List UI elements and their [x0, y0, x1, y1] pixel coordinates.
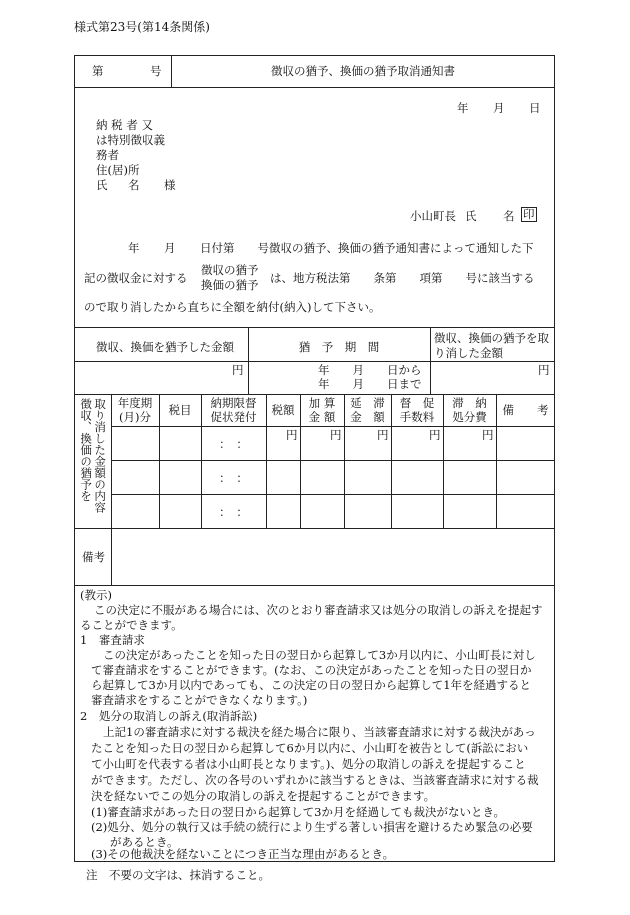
rule [74, 327, 555, 328]
document-title: 徴収の猶予、換価の猶予取消通知書 [271, 64, 455, 78]
recipient-line2: は特別徴収義 [96, 133, 165, 147]
body-p2-b: は、地方税法第 条第 項第 号に該当する [270, 271, 535, 285]
body-p1-year: 年 [128, 241, 140, 255]
header-kigen-l2: 促状発付 [210, 410, 257, 424]
header-tokusoku-l1: 督 促 [399, 396, 435, 410]
issuer-name-b: 名 [503, 209, 515, 223]
instruction-s1-3: ら起算して3か月以内であっても、この決定の日の翌日から起算して1年を経過すると [91, 678, 532, 692]
instruction-s2-3: て小山町を代表する者は小山町長となります。)、処分の取消しの訴えを提起すること [91, 757, 526, 771]
row1-yen-zeigaku: 円 [286, 428, 298, 442]
summary-yen-2: 円 [538, 363, 550, 377]
recipient-name-a: 氏 [96, 178, 108, 192]
recipient-address-label: 住(居)所 [96, 163, 140, 177]
row1-yen-tokusoku: 円 [429, 428, 441, 442]
header-tokusoku-l2: 手数料 [399, 410, 435, 424]
number-label-b: 号 [150, 64, 162, 78]
form-id: 様式第23号(第14条関係) [74, 20, 210, 34]
rule [111, 460, 555, 461]
instruction-s1-title: 1 審査請求 [80, 633, 145, 647]
recipient-line1: 納 税 者 又 [96, 118, 153, 132]
seal-icon: 印 [523, 207, 535, 221]
instruction-s2-title: 2 処分の取消しの訴え(取消訴訟) [80, 709, 258, 723]
instruction-s1-4: 審査請求をすることができなくなります。) [91, 693, 308, 707]
instruction-s2-2: たことを知った日の翌日から起算して6か月以内に、小山町を被告として(訴訟におい [91, 741, 529, 755]
instruction-s1-1: この決定があったことを知った日の翌日から起算して3か月以内に、小山町長に対し [103, 648, 536, 662]
rule [430, 327, 431, 394]
issuer-name-a: 氏 [465, 209, 477, 223]
header-nendo-l1: 年度期 [117, 396, 153, 410]
header-nendo-l2: (月)分 [119, 410, 151, 424]
summary-col3-header-l1: 徴収、換価の猶予を取 [434, 331, 549, 345]
rule [111, 494, 555, 495]
header-biko: 備 考 [502, 403, 549, 417]
body-p1-rest: 日付第 号徴収の猶予、換価の猶予通知書によって通知した下 [200, 241, 534, 255]
body-option-2: 換価の猶予 [201, 278, 259, 292]
header-tainou-l1: 滞 納 [452, 396, 487, 410]
row1-yen-kasan: 円 [330, 428, 342, 442]
row1-yen-entai: 円 [377, 428, 389, 442]
header-kasan-l2: 金 額 [308, 410, 336, 424]
row1-kigen: ： ： [219, 437, 248, 451]
rule [74, 528, 555, 529]
summary-col1-header: 徴収、換価を猶予した金額 [96, 340, 234, 354]
header-kigen-l1: 納期限督 [210, 396, 257, 410]
instruction-s2-1: 上記1の審査請求に対する裁決を経た場合に限り、当該審査請求に対する裁決があっ [103, 725, 536, 739]
instruction-item-2-l2: があるとき。 [110, 835, 179, 849]
rule [74, 361, 555, 362]
rule [248, 327, 249, 394]
recipient-line3: 務者 [96, 148, 119, 162]
detail-side-label-1: 徴収、換価の猶予を [79, 398, 94, 502]
summary-period-from: 年 月 日から [318, 363, 422, 377]
instruction-item-1: (1)審査請求があった日の翌日から起算して3か月を経過しても裁決がないとき。 [91, 805, 506, 819]
instruction-s2-5: 決を経ないでこの処分の取消しの訴えを提起することができます。 [91, 789, 436, 803]
issuer-seal [518, 207, 537, 222]
header-zeimoku: 税目 [168, 403, 192, 417]
row3-kigen: ： ： [219, 505, 248, 519]
summary-col2-header: 猶 予 期 間 [298, 340, 380, 354]
instruction-item-3: (3)その他裁決を経ないことにつき正当な理由があるとき。 [91, 847, 395, 861]
header-kasan-l1: 加 算 [308, 396, 336, 410]
number-label-a: 第 [92, 64, 104, 78]
footnote: 注 不要の文字は、抹消すること。 [86, 868, 270, 882]
body-p2-a: 記の徴収金に対する [84, 271, 188, 285]
detail-side-label-2: 取り消した金額の内容 [93, 398, 108, 513]
remarks-label: 備考 [82, 550, 105, 564]
rule [74, 585, 555, 586]
header-entai-l1: 延 滞 [350, 396, 385, 410]
recipient-name-b: 名 [128, 178, 140, 192]
summary-period-to: 年 月 日まで [318, 377, 422, 391]
body-p3: ので取り消したから直ちに全額を納付(納入)して下さい。 [84, 300, 381, 314]
instruction-s1-2: て審査請求をすることができます。(なお、この決定があったことを知った日の翌日か [91, 663, 532, 677]
summary-col3-header-l2: り消した金額 [434, 346, 503, 360]
instruction-intro-2: ることができます。 [80, 618, 183, 632]
instruction-intro-1: この決定に不服がある場合には、次のとおり審査請求又は処分の取消しの訴えを提起す [94, 603, 543, 617]
body-option-1: 徴収の猶予 [201, 263, 259, 277]
rule [74, 87, 555, 88]
summary-yen-1: 円 [232, 363, 244, 377]
recipient-sama: 様 [164, 178, 176, 192]
instruction-item-2-l1: (2)処分、処分の執行又は手続の続行により生ずる著しい損害を避けるため緊急の必要 [91, 820, 533, 834]
row2-kigen: ： ： [219, 471, 248, 485]
header-zeigaku: 税額 [271, 403, 295, 417]
instruction-title: (教示) [80, 588, 112, 602]
rule [111, 426, 555, 427]
header-entai-l2: 金 額 [350, 410, 385, 424]
body-p1-month: 月 [164, 241, 176, 255]
issuer-title: 小山町長 [410, 209, 456, 223]
row1-yen-tainou: 円 [482, 428, 494, 442]
header-tainou-l2: 処分費 [452, 410, 487, 424]
date-year: 年 [457, 101, 469, 115]
instruction-s2-4: ができます。ただし、次の各号のいずれかに該当するときは、当該審査請求に対する裁 [91, 773, 539, 787]
rule [74, 394, 555, 395]
date-month: 月 [493, 101, 505, 115]
date-day: 日 [529, 101, 541, 115]
